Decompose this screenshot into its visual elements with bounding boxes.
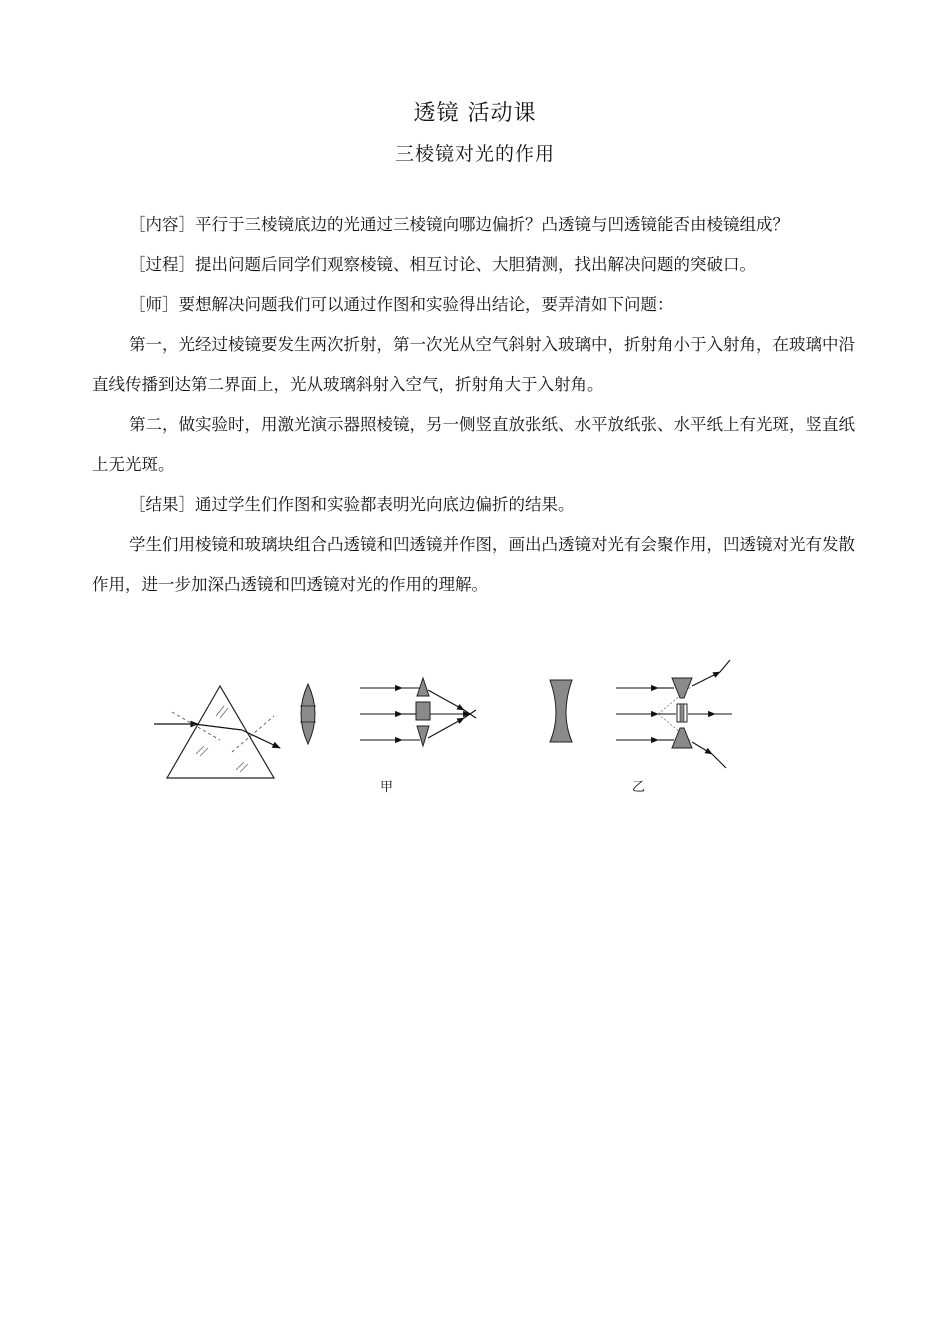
concave-lens-icon: [550, 680, 572, 742]
paragraph-first: 第一，光经过棱镜要发生两次折射，第一次光从空气斜射入玻璃中，折射角小于入射角，在玻璃中沿直线传播到达第二界面上，光从玻璃斜射入空气，折射角大于入射角。: [92, 335, 855, 394]
converging-rays-diagram: [360, 678, 476, 746]
paragraph-result: ［结果］通过学生们作图和实验都表明光向底边偏折的结果。: [129, 495, 575, 514]
diverging-rays-diagram: [616, 660, 732, 768]
body-text: [92, 205, 867, 605]
paragraph-second: 第二，做实验时，用激光演示器照棱镜，另一侧竖直放张纸、水平放纸张、水平纸上有光斑，竖直纸上无光斑。: [92, 415, 855, 474]
figure-label-yi: 乙: [632, 780, 646, 795]
figure-label-jia: 甲: [380, 780, 394, 795]
prism-diagram: [154, 686, 280, 778]
paragraph-content: ［内容］平行于三棱镜底边的光通过三棱镜向哪边偏折？凸透镜与凹透镜能否由棱镜组成？: [129, 215, 789, 234]
optics-figure-svg: [140, 652, 750, 802]
convex-lens-icon: [300, 684, 316, 744]
page-subtitle: 三棱镜对光的作用: [394, 143, 555, 165]
paragraph-teacher: ［师］要想解决问题我们可以通过作图和实验得出结论，要弄清如下问题：: [129, 295, 674, 314]
page-title: 透镜 活动课: [413, 101, 537, 126]
optics-figure: [140, 652, 750, 802]
paragraph-process: ［过程］提出问题后同学们观察棱镜、相互讨论、大胆猜测，找出解决问题的突破口。: [129, 255, 756, 274]
paragraph-students: 学生们用棱镜和玻璃块组合凸透镜和凹透镜并作图，画出凸透镜对光有会聚作用，凹透镜对光有发散作用，进一步加深凸透镜和凹透镜对光的作用的理解。: [92, 535, 855, 594]
